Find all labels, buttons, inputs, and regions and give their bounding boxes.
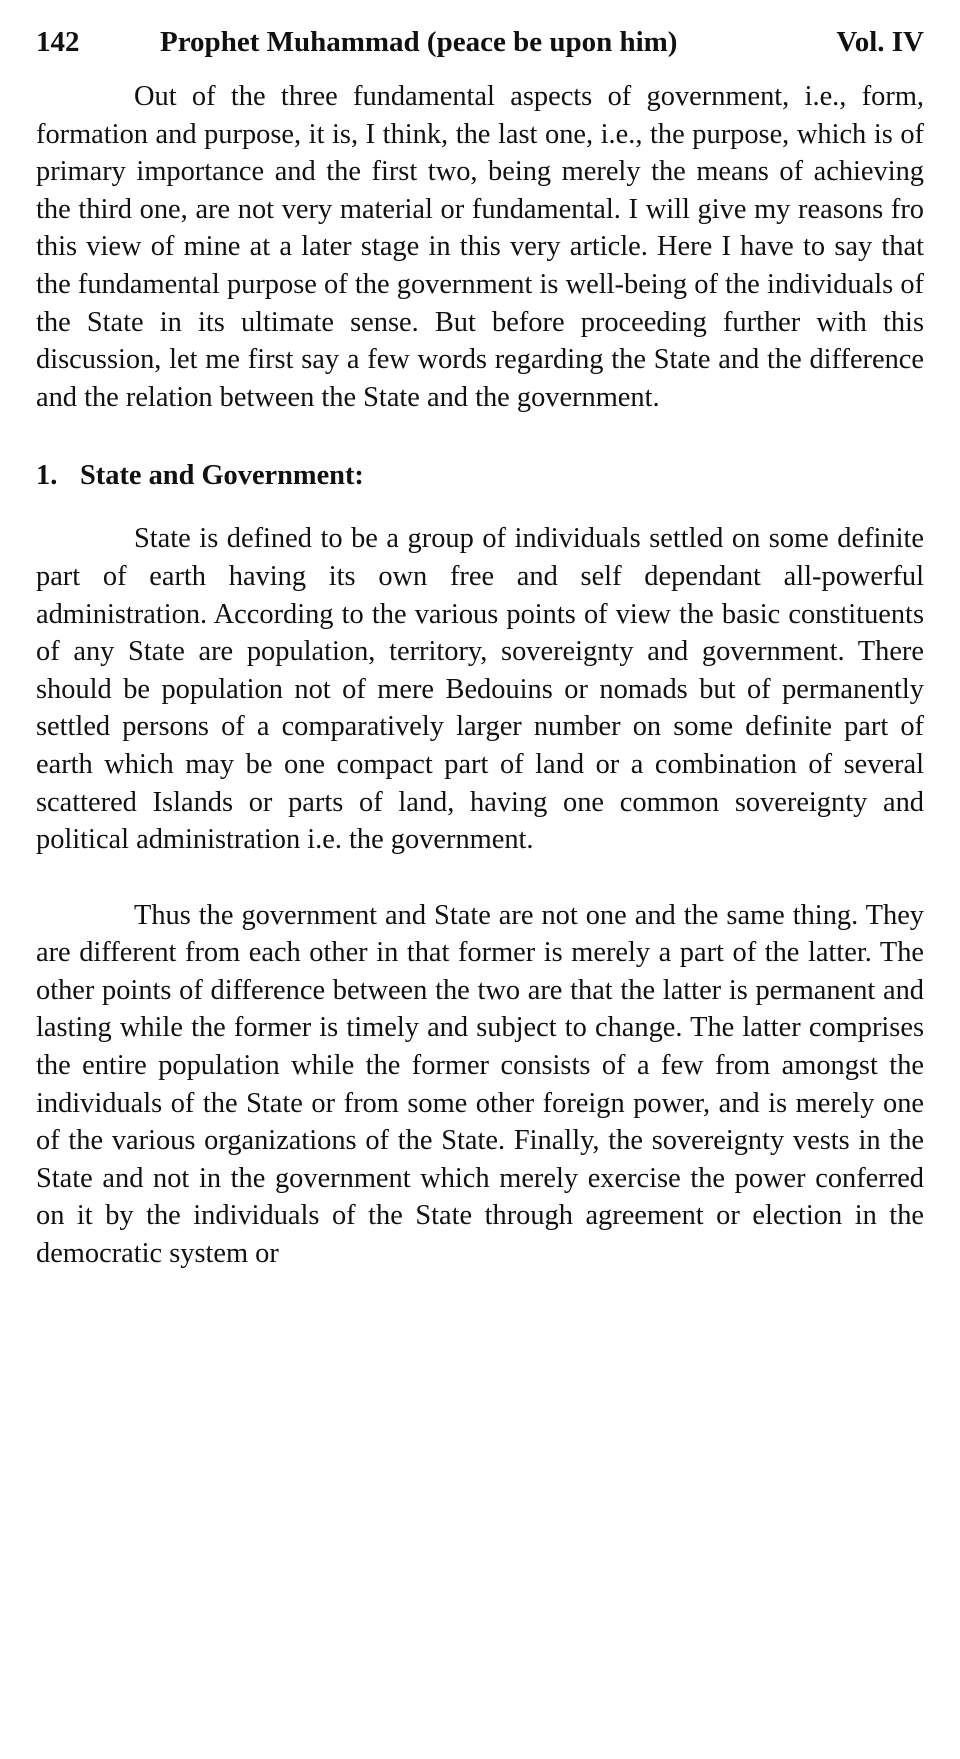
book-page [36, 22, 924, 1273]
section-heading [36, 456, 924, 496]
volume-label: Vol. IV [836, 26, 924, 58]
section-paragraph-2: Thus the government and State are not one and the same thing. They are different from each other in that former is merely a part of the latter. The other points of difference between the two are that the latter is permanent and lasting while the former is timely and subject to change. The latter comprises the entire population while the former consists of a few from amongst the individuals of the State or from some other foreign power, and is merely one of the various organizations of the State. Finally, the sovereignty vests in the State and not in the government which merely exercise the power conferred on it by the individuals of the State through agreement or election in the democratic system or [36, 899, 924, 1270]
page-number: 142 [36, 26, 80, 58]
section-title: State and Government: [80, 460, 364, 492]
section-number: 1. [36, 460, 58, 492]
running-header [36, 22, 924, 62]
paragraph-gap [36, 859, 924, 897]
intro-paragraph: Out of the three fundamental aspects of government, i.e., form, formation and purpose, it is, I think, the last one, i.e., the purpose, which is of primary importance and the first two, being merely the means of achieving the third one, are not very material or fundamental. I will give my reasons fro this view of mine at a later stage in this very article. Here I have to say that the fundamental purpose of the government is well-being of the individuals of the State in its ultimate sense. But before proceeding further with this discussion, let me first say a few words regarding the State and the difference and the relation between the State and the government. [36, 81, 924, 413]
section-paragraph-1: State is defined to be a group of individuals settled on some definite part of earth having its own free and self dependant all-powerful administration. According to the various points of view the basic constituents of any State are population, territory, sovereignty and government. There should be population not of mere Bedouins or nomads but of permanently settled persons of a comparatively larger number on some definite part of earth which may be one compact part of land or a combination of several scattered Islands or parts of land, having one common sovereignty and political administration i.e. the government. [36, 523, 924, 856]
book-title: Prophet Muhammad (peace be upon him) [160, 26, 678, 58]
